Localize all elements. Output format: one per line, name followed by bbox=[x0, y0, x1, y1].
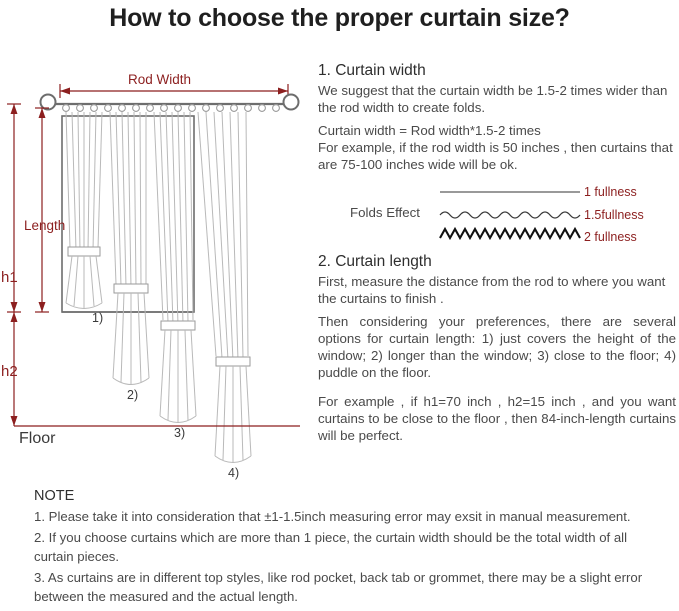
curtain-width-example: For example, if the rod width is 50 inches , then curtains that are 75-100 inches wide will be ok. bbox=[318, 140, 673, 172]
h2-label: h2 bbox=[1, 363, 18, 380]
note-block bbox=[34, 488, 664, 608]
note-item-3: 3. As curtains are in different top styles, like rod pocket, back tab or grommet, there may be a slight error between the measured and the actual length. bbox=[34, 570, 643, 604]
note-item-2: 2. If you choose curtains which are more than 1 piece, the curtain width should be the total width of all curtain pieces. bbox=[34, 530, 628, 564]
folds-option-1: 1 fullness bbox=[584, 185, 637, 199]
folds-effect-options bbox=[584, 181, 676, 249]
folds-option-2: 1.5fullness bbox=[584, 207, 644, 222]
curtain-length-paragraph-2: Then considering your preferences, there are several options for curtain length: 1) just covers the height of the window; 2) longer than the window; 3) close to the floor; 4) puddle on the floor. bbox=[318, 314, 676, 380]
section-heading-curtain-length: 2. Curtain length bbox=[318, 253, 432, 270]
folds-effect-waves bbox=[438, 181, 582, 249]
curtain-width-paragraph-1: We suggest that the curtain width be 1.5-2 times wider than the rod width to create folds. bbox=[318, 83, 668, 115]
folds-effect-label: Folds Effect bbox=[350, 205, 420, 220]
section-heading-curtain-width: 1. Curtain width bbox=[318, 62, 426, 79]
curtain-diagram bbox=[0, 58, 310, 483]
instructions-column bbox=[318, 62, 676, 444]
curtain-length-example: For example , if h1=70 inch , h2=15 inch , and you want curtains to be close to the floor , then 84-inch-length curtains will be perfect. bbox=[318, 394, 676, 443]
page-title: How to choose the proper curtain size? bbox=[109, 4, 570, 32]
panel-label-3: 3) bbox=[174, 426, 186, 440]
folds-effect-block bbox=[318, 181, 676, 249]
panel-label-4: 4) bbox=[228, 466, 240, 480]
panel-label-2: 2) bbox=[127, 388, 139, 402]
curtain-diagram-svg bbox=[0, 58, 310, 483]
panel-label-1: 1) bbox=[92, 311, 104, 325]
floor-label: Floor bbox=[19, 430, 56, 447]
curtain-width-formula: Curtain width = Rod width*1.5-2 times bbox=[318, 123, 541, 138]
note-title: NOTE bbox=[34, 488, 75, 504]
rod-width-label: Rod Width bbox=[128, 72, 192, 87]
h1-label: h1 bbox=[1, 269, 18, 286]
folds-option-3: 2 fullness bbox=[584, 230, 637, 245]
curtain-length-paragraph-1: First, measure the distance from the rod to where you want the curtains to finish . bbox=[318, 274, 666, 306]
length-label: Length bbox=[24, 218, 66, 233]
note-item-1: 1. Please take it into consideration that ±1-1.5inch measuring error may exsit in manual measurement. bbox=[34, 509, 631, 524]
